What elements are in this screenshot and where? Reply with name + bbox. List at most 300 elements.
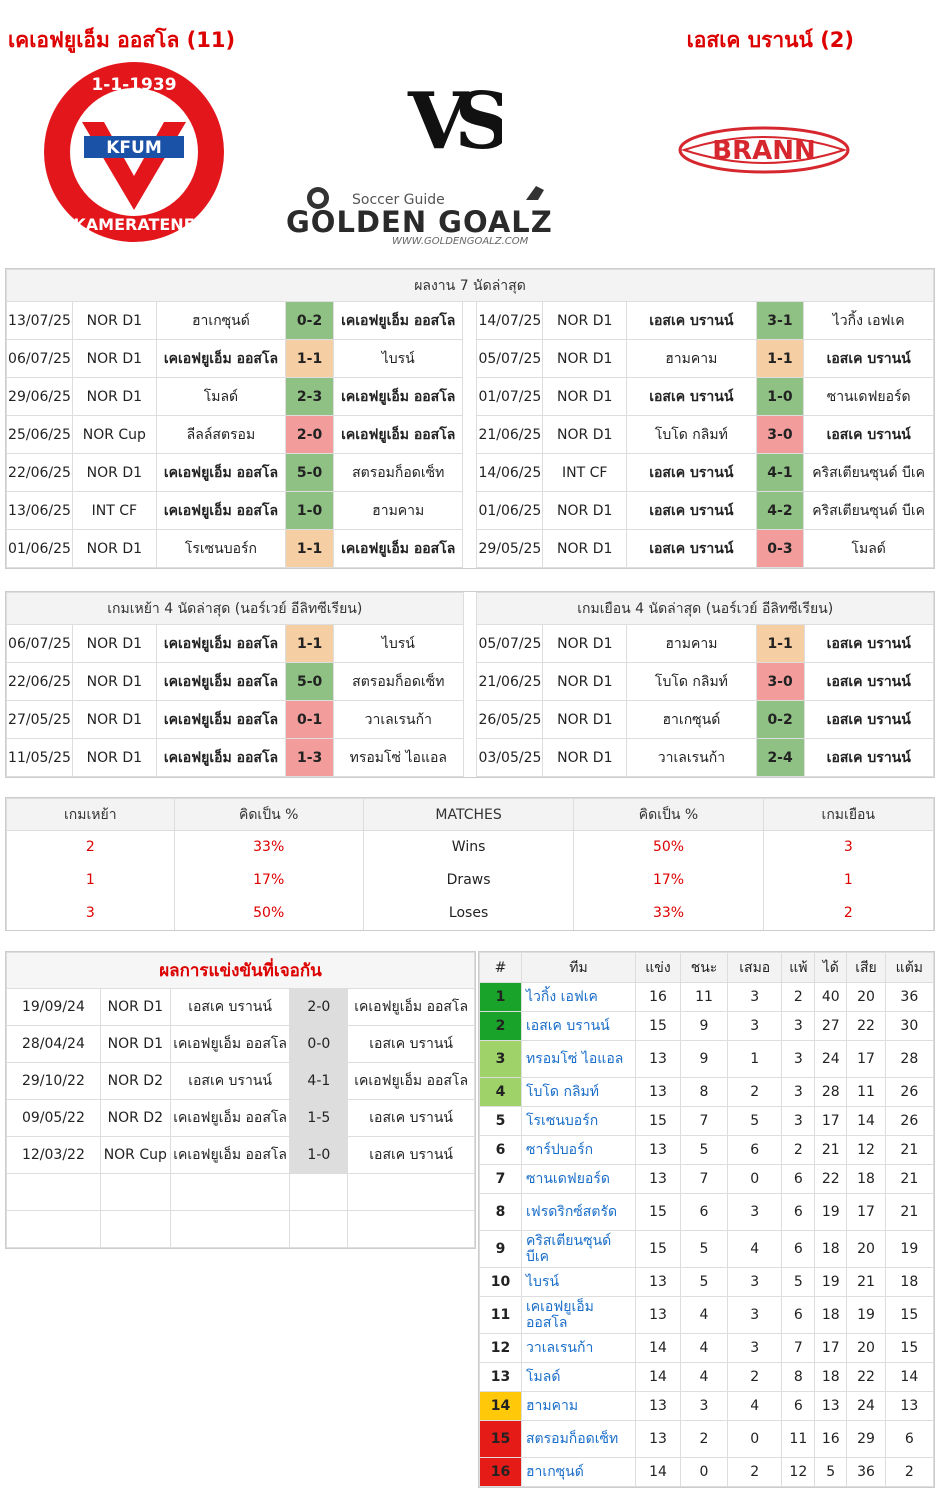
score-cell[interactable]: 3-1 xyxy=(756,302,804,340)
score-cell[interactable]: 1-1 xyxy=(286,625,334,663)
gap xyxy=(463,378,477,416)
goals-against: 24 xyxy=(847,1392,885,1421)
home-team-cell[interactable]: เคเอฟยูเอ็ม ออสโล xyxy=(156,492,285,530)
h2h-competition: NOR Cup xyxy=(100,1137,170,1174)
away-count: 1 xyxy=(763,864,933,897)
last-7-row xyxy=(7,340,934,378)
standings-row[interactable] xyxy=(480,1334,934,1363)
won: 9 xyxy=(681,1012,728,1041)
rank-cell: 2 xyxy=(480,1012,522,1041)
standings-row[interactable] xyxy=(480,1012,934,1041)
lost: 6 xyxy=(782,1297,815,1334)
points: 19 xyxy=(885,1231,933,1268)
points: 28 xyxy=(885,1041,933,1078)
score-cell[interactable]: 5-0 xyxy=(286,663,334,701)
match-date: 21/06/25 xyxy=(477,663,543,701)
h2h-home-team[interactable]: เอสเค บรานน์ xyxy=(170,1063,290,1100)
last-7-rows xyxy=(7,302,934,568)
goals-for: 19 xyxy=(815,1194,847,1231)
goals-for: 18 xyxy=(815,1297,847,1334)
away-team-cell[interactable]: เอสเค บรานน์ xyxy=(804,739,934,777)
standings-header-row xyxy=(480,953,934,983)
match-header xyxy=(0,0,938,260)
played: 13 xyxy=(636,1078,681,1107)
team-name-link[interactable]: เคเอฟยูเอ็ม ออสโล xyxy=(522,1297,636,1334)
standings-section xyxy=(478,951,935,1488)
h2h-home-team[interactable]: เอสเค บรานน์ xyxy=(170,989,290,1026)
match-date: 06/07/25 xyxy=(7,340,73,378)
rank-cell: 6 xyxy=(480,1136,522,1165)
team-name-link[interactable]: ซาร์ปบอร์ก xyxy=(522,1136,636,1165)
lost: 6 xyxy=(782,1194,815,1231)
won: 7 xyxy=(681,1165,728,1194)
last-7-table xyxy=(6,269,934,568)
drawn: 1 xyxy=(728,1041,782,1078)
away-games-header: เกมเยือน xyxy=(763,799,933,831)
score-cell[interactable]: 1-1 xyxy=(286,340,334,378)
standings-row[interactable] xyxy=(480,1041,934,1078)
competition: NOR D1 xyxy=(72,302,156,340)
match-type: Loses xyxy=(363,897,574,930)
competition: INT CF xyxy=(72,492,156,530)
team-name-link[interactable]: สตรอมก็อดเซ็ท xyxy=(522,1421,636,1458)
played: 14 xyxy=(636,1334,681,1363)
goals-against: 20 xyxy=(847,1231,885,1268)
away-team-cell[interactable]: สตรอมก็อดเซ็ท xyxy=(334,663,463,701)
home-team-cell[interactable]: วาเลเรนก้า xyxy=(627,739,757,777)
away-team-cell[interactable]: เอสเค บรานน์ xyxy=(804,701,934,739)
away-team-cell[interactable]: เอสเค บรานน์ xyxy=(804,625,934,663)
away-percent: 17% xyxy=(574,864,763,897)
h2h-date: 19/09/24 xyxy=(7,989,101,1026)
last-4-home-caption: เกมเหย้า 4 นัดล่าสุด (นอร์เวย์ อีลิทซีเรียน) xyxy=(7,593,464,625)
goals-for: 19 xyxy=(815,1268,847,1297)
score-cell[interactable]: 1-3 xyxy=(286,739,334,777)
team-header: ทีม xyxy=(522,953,636,983)
team-name-link[interactable]: คริสเตียนซุนด์ บีเค xyxy=(522,1231,636,1268)
team-name-link[interactable]: วาเลเรนก้า xyxy=(522,1334,636,1363)
rank-cell: 16 xyxy=(480,1458,522,1487)
h2h-table xyxy=(6,952,475,1248)
competition: NOR D1 xyxy=(543,378,627,416)
h2h-row xyxy=(7,1100,475,1137)
away-percent: 50% xyxy=(574,831,763,864)
match-date: 22/06/25 xyxy=(7,454,73,492)
match-date: 21/06/25 xyxy=(477,416,543,454)
home-team-logo xyxy=(42,60,226,248)
h2h-home-team[interactable]: เคเอฟยูเอ็ม ออสโล xyxy=(170,1137,290,1174)
competition: NOR D1 xyxy=(543,663,627,701)
h2h-rows xyxy=(7,989,475,1174)
h2h-score[interactable]: 1-0 xyxy=(290,1137,348,1174)
won: 6 xyxy=(681,1194,728,1231)
stats-rows xyxy=(7,831,934,930)
standings-row[interactable] xyxy=(480,1107,934,1136)
score-cell[interactable]: 2-0 xyxy=(286,416,334,454)
goals-for: 18 xyxy=(815,1363,847,1392)
rank-cell: 8 xyxy=(480,1194,522,1231)
score-cell[interactable]: 3-0 xyxy=(756,663,804,701)
standings-row[interactable] xyxy=(480,1136,934,1165)
score-cell[interactable]: 3-0 xyxy=(756,416,804,454)
points: 18 xyxy=(885,1268,933,1297)
points: 6 xyxy=(885,1421,933,1458)
goals-for: 28 xyxy=(815,1078,847,1107)
last-4-row xyxy=(7,625,934,663)
score-cell[interactable]: 4-2 xyxy=(756,492,804,530)
goals-against: 22 xyxy=(847,1012,885,1041)
competition: NOR D1 xyxy=(543,492,627,530)
lost: 6 xyxy=(782,1392,815,1421)
drawn: 2 xyxy=(728,1363,782,1392)
played: 13 xyxy=(636,1165,681,1194)
lost: 3 xyxy=(782,1107,815,1136)
standings-row[interactable] xyxy=(480,983,934,1012)
against-header: เสีย xyxy=(847,953,885,983)
home-team-cell[interactable]: เคเอฟยูเอ็ม ออสโล xyxy=(156,625,286,663)
team-name-link[interactable]: ไวกิ้ง เอฟเค xyxy=(522,983,636,1012)
score-cell[interactable]: 4-1 xyxy=(756,454,804,492)
goals-for: 18 xyxy=(815,1231,847,1268)
home-team-cell[interactable]: เอสเค บรานน์ xyxy=(627,378,756,416)
away-team-cell[interactable]: คริสเตียนซุนด์ บีเค xyxy=(804,492,934,530)
won: 2 xyxy=(681,1421,728,1458)
goals-for: 5 xyxy=(815,1458,847,1487)
last-7-row xyxy=(7,454,934,492)
goals-against: 20 xyxy=(847,983,885,1012)
match-date: 05/07/25 xyxy=(477,625,543,663)
match-date: 26/05/25 xyxy=(477,701,543,739)
h2h-score[interactable]: 4-1 xyxy=(290,1063,348,1100)
away-team-logo xyxy=(678,124,850,180)
brann-logo-text: BRANN xyxy=(712,136,816,166)
rank-cell: 14 xyxy=(480,1392,522,1421)
team-name-link[interactable]: โรเซนบอร์ก xyxy=(522,1107,636,1136)
h2h-section xyxy=(5,951,476,1249)
standings-row[interactable] xyxy=(480,1458,934,1487)
goals-against: 29 xyxy=(847,1421,885,1458)
away-team-cell[interactable]: ทรอมโซ่ ไอแอล xyxy=(334,739,463,777)
stats-header-row xyxy=(7,799,934,831)
standings-table xyxy=(479,952,934,1487)
match-date: 14/07/25 xyxy=(477,302,543,340)
match-date: 01/06/25 xyxy=(477,492,543,530)
last-4-rows xyxy=(7,625,934,777)
last-7-row xyxy=(7,302,934,340)
team-name-link[interactable]: เฟรดริกซ์สตรัด xyxy=(522,1194,636,1231)
h2h-date: 12/03/22 xyxy=(7,1137,101,1174)
points: 15 xyxy=(885,1334,933,1363)
points: 2 xyxy=(885,1458,933,1487)
match-date: 25/06/25 xyxy=(7,416,73,454)
team-name-link[interactable]: ทรอมโซ่ ไอแอล xyxy=(522,1041,636,1078)
standings-row[interactable] xyxy=(480,1363,934,1392)
goals-against: 12 xyxy=(847,1136,885,1165)
stats-row xyxy=(7,897,934,930)
rank-cell: 3 xyxy=(480,1041,522,1078)
away-team-name[interactable]: เอสเค บรานน์ (2) xyxy=(686,28,854,52)
competition: NOR D1 xyxy=(543,530,627,568)
drawn-header: เสมอ xyxy=(728,953,782,983)
away-team-cell[interactable]: เอสเค บรานน์ xyxy=(804,340,934,378)
score-cell[interactable]: 1-0 xyxy=(756,378,804,416)
standings-row[interactable] xyxy=(480,1421,934,1458)
drawn: 4 xyxy=(728,1231,782,1268)
points: 13 xyxy=(885,1392,933,1421)
standings-row[interactable] xyxy=(480,1231,934,1268)
standings-row[interactable] xyxy=(480,1165,934,1194)
won: 4 xyxy=(681,1334,728,1363)
h2h-date: 09/05/22 xyxy=(7,1100,101,1137)
last-7-row xyxy=(7,530,934,568)
drawn: 2 xyxy=(728,1458,782,1487)
soccer-guide-text: Soccer Guide xyxy=(352,192,445,208)
drawn: 3 xyxy=(728,983,782,1012)
home-team-cell[interactable]: โมลด์ xyxy=(156,378,285,416)
standings-row[interactable] xyxy=(480,1194,934,1231)
home-team-cell[interactable]: เคเอฟยูเอ็ม ออสโล xyxy=(156,739,286,777)
h2h-date: 28/04/24 xyxy=(7,1026,101,1063)
vs-graphic xyxy=(406,78,502,162)
away-team-cell[interactable]: ฮามคาม xyxy=(333,492,462,530)
h2h-row xyxy=(7,1026,475,1063)
won: 11 xyxy=(681,983,728,1012)
score-cell[interactable]: 0-2 xyxy=(286,302,334,340)
lost: 3 xyxy=(782,1012,815,1041)
goals-against: 11 xyxy=(847,1078,885,1107)
lost: 2 xyxy=(782,983,815,1012)
golden-goalz-text: GOLDEN GOALZ xyxy=(286,205,553,239)
kfum-logo-text: KFUM xyxy=(106,138,162,158)
h2h-score[interactable]: 0-0 xyxy=(290,1026,348,1063)
h2h-title: ผลการแข่งขันที่เจอกัน xyxy=(7,953,475,989)
drawn: 0 xyxy=(728,1421,782,1458)
lost: 5 xyxy=(782,1268,815,1297)
last-7-row xyxy=(7,416,934,454)
h2h-row xyxy=(7,1063,475,1100)
home-team-cell[interactable]: โบโด กลิมท์ xyxy=(627,416,756,454)
match-date: 14/06/25 xyxy=(477,454,543,492)
match-date: 27/05/25 xyxy=(7,701,73,739)
gap xyxy=(463,416,477,454)
away-team-cell[interactable]: เอสเค บรานน์ xyxy=(804,416,934,454)
team-name-link[interactable]: ฮามคาม xyxy=(522,1392,636,1421)
points-header: แต้ม xyxy=(885,953,933,983)
gap xyxy=(463,530,477,568)
competition: NOR D1 xyxy=(543,340,627,378)
home-team-cell[interactable]: ฮามคาม xyxy=(627,340,756,378)
h2h-date: 29/10/22 xyxy=(7,1063,101,1100)
team-name-link[interactable]: เอสเค บรานน์ xyxy=(522,1012,636,1041)
match-type: Wins xyxy=(363,831,574,864)
goals-against: 19 xyxy=(847,1297,885,1334)
away-team-cell[interactable]: คริสเตียนซุนด์ บีเค xyxy=(804,454,934,492)
home-games-header: เกมเหย้า xyxy=(7,799,175,831)
score-cell[interactable]: 0-1 xyxy=(286,701,334,739)
home-count: 3 xyxy=(7,897,175,930)
team-name-link[interactable]: โบโด กลิมท์ xyxy=(522,1078,636,1107)
team-name-link[interactable]: ซานเดฟยอร์ด xyxy=(522,1165,636,1194)
score-cell[interactable]: 2-3 xyxy=(286,378,334,416)
points: 30 xyxy=(885,1012,933,1041)
drawn: 4 xyxy=(728,1392,782,1421)
goals-against: 17 xyxy=(847,1041,885,1078)
rank-cell: 9 xyxy=(480,1231,522,1268)
home-team-cell[interactable]: ฮามคาม xyxy=(627,625,757,663)
home-team-name[interactable]: เคเอฟยูเอ็ม ออสโล (11) xyxy=(8,28,236,52)
lost: 7 xyxy=(782,1334,815,1363)
standings-row[interactable] xyxy=(480,1078,934,1107)
drawn: 3 xyxy=(728,1268,782,1297)
home-team-cell[interactable]: โรเซนบอร์ก xyxy=(156,530,285,568)
logo-year-text: 1-1-1939 xyxy=(91,75,177,95)
stats-row xyxy=(7,864,934,897)
goals-against: 21 xyxy=(847,1268,885,1297)
home-team-cell[interactable]: เคเอฟยูเอ็ม ออสโล xyxy=(156,340,285,378)
lost-header: แพ้ xyxy=(782,953,815,983)
lost: 6 xyxy=(782,1165,815,1194)
score-cell[interactable]: 2-4 xyxy=(756,739,804,777)
points: 15 xyxy=(885,1297,933,1334)
away-team-cell[interactable]: เอสเค บรานน์ xyxy=(804,663,934,701)
team-name-link[interactable]: โมลด์ xyxy=(522,1363,636,1392)
h2h-away-team[interactable]: เอสเค บรานน์ xyxy=(348,1026,475,1063)
score-cell[interactable]: 0-3 xyxy=(756,530,804,568)
match-date: 13/07/25 xyxy=(7,302,73,340)
points: 36 xyxy=(885,983,933,1012)
away-team-cell[interactable]: เคเอฟยูเอ็ม ออสโล xyxy=(333,530,462,568)
gap xyxy=(463,302,477,340)
match-date: 01/07/25 xyxy=(477,378,543,416)
home-team-cell[interactable]: เคเอฟยูเอ็ม ออสโล xyxy=(156,663,286,701)
match-date: 22/06/25 xyxy=(7,663,73,701)
home-team-cell[interactable]: ลีลล์สตรอม xyxy=(156,416,285,454)
away-team-cell[interactable]: วาเลเรนก้า xyxy=(334,701,463,739)
h2h-score[interactable]: 2-0 xyxy=(290,989,348,1026)
played: 14 xyxy=(636,1363,681,1392)
goals-for: 17 xyxy=(815,1334,847,1363)
points: 26 xyxy=(885,1078,933,1107)
away-team-cell[interactable]: ไบรน์ xyxy=(333,340,462,378)
points: 14 xyxy=(885,1363,933,1392)
won: 5 xyxy=(681,1268,728,1297)
gap xyxy=(463,492,477,530)
score-cell[interactable]: 1-0 xyxy=(286,492,334,530)
h2h-away-team[interactable]: เอสเค บรานน์ xyxy=(348,1137,475,1174)
home-team-cell[interactable]: โบโด กลิมท์ xyxy=(627,663,757,701)
played: 16 xyxy=(636,983,681,1012)
home-percent: 17% xyxy=(174,864,363,897)
h2h-away-team[interactable]: เคเอฟยูเอ็ม ออสโล xyxy=(348,1063,475,1100)
matches-header: MATCHES xyxy=(363,799,574,831)
gap xyxy=(463,701,477,739)
h2h-away-team[interactable]: เคเอฟยูเอ็ม ออสโล xyxy=(348,989,475,1026)
h2h-row xyxy=(7,1137,475,1174)
drawn: 2 xyxy=(728,1078,782,1107)
away-team-cell[interactable]: ไบรน์ xyxy=(334,625,463,663)
score-cell[interactable]: 1-1 xyxy=(286,530,334,568)
h2h-empty-row xyxy=(7,1174,475,1211)
drawn: 0 xyxy=(728,1165,782,1194)
away-team-cell[interactable]: โมลด์ xyxy=(804,530,934,568)
home-team-cell[interactable]: เคเอฟยูเอ็ม ออสโล xyxy=(156,701,286,739)
standings-row[interactable] xyxy=(480,1297,934,1334)
lost: 11 xyxy=(782,1421,815,1458)
competition: NOR D1 xyxy=(72,663,156,701)
lost: 6 xyxy=(782,1231,815,1268)
away-team-cell[interactable]: เคเอฟยูเอ็ม ออสโล xyxy=(333,378,462,416)
h2h-home-team[interactable]: เคเอฟยูเอ็ม ออสโล xyxy=(170,1100,290,1137)
h2h-away-team[interactable]: เอสเค บรานน์ xyxy=(348,1100,475,1137)
points: 21 xyxy=(885,1165,933,1194)
competition: NOR D1 xyxy=(543,416,627,454)
drawn: 3 xyxy=(728,1194,782,1231)
played: 13 xyxy=(636,1268,681,1297)
last-4-row xyxy=(7,663,934,701)
h2h-score[interactable]: 1-5 xyxy=(290,1100,348,1137)
team-name-link[interactable]: ฮาเกซุนด์ xyxy=(522,1458,636,1487)
goals-against: 36 xyxy=(847,1458,885,1487)
away-team-cell[interactable]: ซานเดฟยอร์ด xyxy=(804,378,934,416)
rank-cell: 1 xyxy=(480,983,522,1012)
vs-text: VS xyxy=(408,78,497,158)
competition: NOR D1 xyxy=(543,701,627,739)
won: 9 xyxy=(681,1041,728,1078)
lost: 2 xyxy=(782,1136,815,1165)
rank-cell: 13 xyxy=(480,1363,522,1392)
match-date: 29/05/25 xyxy=(477,530,543,568)
score-cell[interactable]: 1-1 xyxy=(756,340,804,378)
h2h-home-team[interactable]: เคเอฟยูเอ็ม ออสโล xyxy=(170,1026,290,1063)
gap xyxy=(463,625,477,663)
home-team-cell[interactable]: เอสเค บรานน์ xyxy=(627,302,756,340)
home-team-cell[interactable]: ฮาเกซุนด์ xyxy=(156,302,285,340)
won: 4 xyxy=(681,1297,728,1334)
goals-for: 21 xyxy=(815,1136,847,1165)
home-team-cell[interactable]: เคเอฟยูเอ็ม ออสโล xyxy=(156,454,285,492)
standings-row[interactable] xyxy=(480,1392,934,1421)
rank-cell: 4 xyxy=(480,1078,522,1107)
rank-cell: 12 xyxy=(480,1334,522,1363)
lost: 3 xyxy=(782,1078,815,1107)
match-date: 29/06/25 xyxy=(7,378,73,416)
team-name-link[interactable]: ไบรน์ xyxy=(522,1268,636,1297)
away-team-cell[interactable]: เคเอฟยูเอ็ม ออสโล xyxy=(333,416,462,454)
for-header: ได้ xyxy=(815,953,847,983)
home-team-cell[interactable]: เอสเค บรานน์ xyxy=(627,454,756,492)
standings-row[interactable] xyxy=(480,1268,934,1297)
score-cell[interactable]: 5-0 xyxy=(286,454,334,492)
lost: 8 xyxy=(782,1363,815,1392)
last-7-row xyxy=(7,492,934,530)
home-team-cell[interactable]: ฮาเกซุนด์ xyxy=(627,701,757,739)
last-4-section xyxy=(5,591,935,778)
home-team-cell[interactable]: เอสเค บรานน์ xyxy=(627,492,756,530)
drawn: 3 xyxy=(728,1012,782,1041)
home-team-cell[interactable]: เอสเค บรานน์ xyxy=(627,530,756,568)
competition: INT CF xyxy=(543,454,627,492)
last-7-section xyxy=(5,268,935,569)
score-cell[interactable]: 0-2 xyxy=(756,701,804,739)
lost: 3 xyxy=(782,1041,815,1078)
played: 14 xyxy=(636,1458,681,1487)
h2h-competition: NOR D1 xyxy=(100,1026,170,1063)
away-team-cell[interactable]: สตรอมก็อดเซ็ท xyxy=(333,454,462,492)
gap xyxy=(463,340,477,378)
away-team-cell[interactable]: ไวกิ้ง เอฟเค xyxy=(804,302,934,340)
score-cell[interactable]: 1-1 xyxy=(756,625,804,663)
away-team-cell[interactable]: เคเอฟยูเอ็ม ออสโล xyxy=(333,302,462,340)
